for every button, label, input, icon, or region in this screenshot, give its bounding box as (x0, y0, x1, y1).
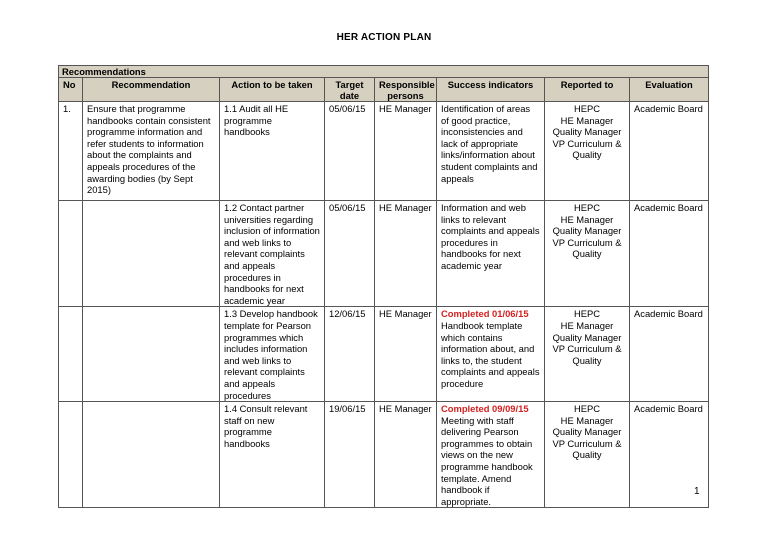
header-no: No (59, 78, 83, 102)
reported-to-cell: HEPC HE Manager Quality Manager VP Curriculum & Quality (545, 102, 630, 201)
table-row (59, 102, 709, 201)
header-success-indicators: Success indicators (437, 78, 545, 102)
header-reported-to: Reported to (545, 78, 630, 102)
row-number (59, 402, 83, 508)
target-date-cell: 05/06/15 (325, 201, 375, 307)
table-row (59, 201, 709, 307)
action-plan-table (58, 65, 709, 508)
section-heading: Recommendations (59, 66, 709, 78)
success-cell (437, 201, 545, 307)
evaluation-cell: Academic Board (630, 307, 709, 402)
recommendation-cell: Ensure that programme handbooks contain consistent programme information and refer students to information about the complaints and appeals procedures of the awarding bodies (by Sept 2015) (83, 102, 220, 201)
success-text: Identification of areas of good practice, inconsistencies and lack of appropriate links/information about student complaints and appeals (441, 103, 538, 184)
evaluation-cell: Academic Board (630, 402, 709, 508)
success-text: Information and web links to relevant complaints and appeals procedures in handbooks for next academic year (441, 202, 540, 271)
target-date-cell: 19/06/15 (325, 402, 375, 508)
action-cell: 1.3 Develop handbook template for Pearson programmes which includes information and web links to relevant complaints and appeals procedures (220, 307, 325, 402)
header-recommendation: Recommendation (83, 78, 220, 102)
action-cell: 1.2 Contact partner universities regarding inclusion of information and web links to relevant complaints and appeals procedures in handbooks for next academic year (220, 201, 325, 307)
status-completed: Completed 01/06/15 (441, 308, 529, 320)
row-number: 1. (59, 102, 83, 201)
responsible-cell: HE Manager (375, 201, 437, 307)
responsible-cell: HE Manager (375, 102, 437, 201)
evaluation-cell: Academic Board (630, 102, 709, 201)
page-title: HER ACTION PLAN (336, 32, 432, 43)
reported-to-cell: HEPC HE Manager Quality Manager VP Curriculum & Quality (545, 402, 630, 508)
success-text: Handbook template which contains information about, and links to, the student complaints and appeals procedure (441, 319, 540, 389)
action-cell: 1.4 Consult relevant staff on new programme handbooks (220, 402, 325, 508)
success-cell (437, 102, 545, 201)
action-cell: 1.1 Audit all HE programme handbooks (220, 102, 325, 201)
page-number: 1 (694, 486, 700, 497)
recommendation-cell (83, 201, 220, 307)
table-row (59, 307, 709, 402)
success-cell (437, 307, 545, 402)
evaluation-cell: Academic Board (630, 201, 709, 307)
status-completed: Completed 09/09/15 (441, 403, 529, 415)
row-number (59, 307, 83, 402)
header-action: Action to be taken (220, 78, 325, 102)
header-evaluation: Evaluation (630, 78, 709, 102)
reported-to-cell: HEPC HE Manager Quality Manager VP Curriculum & Quality (545, 201, 630, 307)
reported-to-cell: HEPC HE Manager Quality Manager VP Curriculum & Quality (545, 307, 630, 402)
header-responsible-persons: Responsible persons (375, 78, 437, 102)
success-cell (437, 402, 545, 508)
target-date-cell: 05/06/15 (325, 102, 375, 201)
target-date-cell: 12/06/15 (325, 307, 375, 402)
responsible-cell: HE Manager (375, 307, 437, 402)
header-target-date: Target date (325, 78, 375, 102)
recommendation-cell (83, 307, 220, 402)
responsible-cell: HE Manager (375, 402, 437, 508)
recommendation-cell (83, 402, 220, 508)
success-text: Meeting with staff delivering Pearson programmes to obtain views on the new programme handbook template. Amend handbook if appropriate. (441, 414, 533, 507)
row-number (59, 201, 83, 307)
table-row (59, 402, 709, 508)
